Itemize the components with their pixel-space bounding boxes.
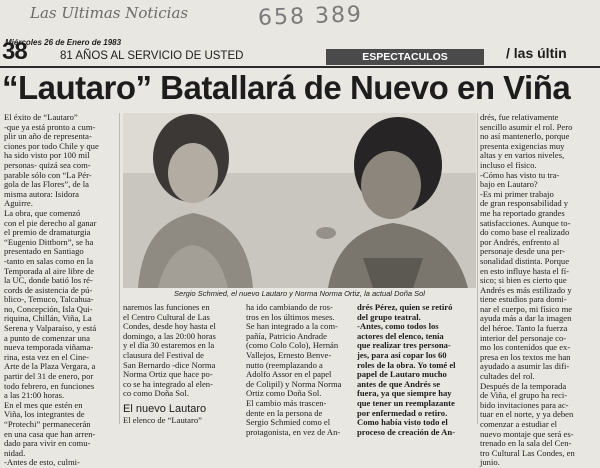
- text-line: del grupo teatral.: [357, 311, 421, 322]
- page-number: 38: [2, 38, 27, 65]
- text-line: ayuda más a dar la imagen: [480, 313, 572, 324]
- publication-date: Miércoles 26 de Enero de 1983: [5, 38, 122, 47]
- text-line: partir del 31 de enero, por: [4, 371, 94, 382]
- body-column-mid-3: [357, 302, 477, 437]
- service-tagline: 81 AÑOS AL SERVICIO DE USTED: [60, 50, 244, 62]
- body-column-mid-1: [123, 303, 241, 424]
- article-subhead: El nuevo Lautaro: [123, 402, 207, 415]
- text-line: interior del personaje co-: [480, 332, 567, 343]
- text-line: tuar en el norte, y ya deben: [480, 409, 574, 420]
- text-line: personaje desde una per-: [480, 246, 566, 257]
- text-line: plir un año de representa-: [4, 131, 92, 142]
- text-line: co se ha integrado al elen-: [123, 378, 213, 389]
- text-line: fuera, ya que siempre hay: [357, 388, 452, 399]
- article-photo: [123, 113, 476, 288]
- text-line: naremos las funciones en: [123, 302, 210, 312]
- column-divider: [119, 113, 120, 424]
- body-column-right: [480, 112, 598, 468]
- text-line: -que ya está pronto a cum-: [4, 121, 96, 132]
- body-column-left: [4, 112, 116, 468]
- text-line: del héroe. Tanto la fuerza: [480, 323, 568, 334]
- text-line: que realizar tres persona-: [357, 340, 451, 351]
- text-line: Norma Ortiz que hace po-: [123, 369, 213, 380]
- text-line: a punto de comenzar una: [4, 332, 90, 343]
- text-line: Ortiz como Doña Sol.: [246, 388, 322, 399]
- text-line: drés, fue relativamente: [480, 112, 559, 122]
- text-line: Andrés es más estilizado y: [480, 284, 572, 295]
- text-line: riquina, Chillán, Viña, La: [4, 313, 92, 324]
- text-line: domingo, a las 20:00 horas: [123, 330, 216, 341]
- text-line: nar el cuerpo, mi físico me: [480, 303, 573, 314]
- text-line: clausura del Festival de: [123, 349, 204, 360]
- text-line: altas y en varios niveles,: [480, 150, 565, 161]
- text-line: a las 21:00 horas.: [4, 390, 65, 401]
- text-line: ayudado a asumir las difi-: [480, 361, 570, 372]
- text-line: sonalidad distinta. Porque: [480, 255, 570, 266]
- text-line: pañía, Patricio Andrade: [246, 330, 327, 341]
- newspaper-masthead: Las Ultimas Noticias: [30, 4, 189, 22]
- text-line: “Eugenio Dittborn”, se ha: [4, 236, 94, 247]
- text-line: por Andrés, enfrento al: [480, 236, 560, 247]
- text-line: no, Concepción, Isla Qui-: [4, 303, 93, 314]
- text-line: tros en los últimos meses.: [246, 311, 335, 322]
- text-line: mo los contenidos que ex-: [480, 342, 571, 353]
- text-line: Aguirre.: [4, 198, 33, 209]
- text-line: Viña, los integrantes de: [4, 409, 85, 420]
- section-label: ESPECTACULOS: [326, 49, 484, 65]
- text-line: -Antes, como todos los: [357, 321, 439, 332]
- text-line: el premio de dramaturgia: [4, 227, 91, 238]
- text-line: El elenco de “Lautaro”: [123, 414, 202, 425]
- text-line: tiene estudios para domi-: [480, 294, 567, 305]
- text-line: cultades del rol.: [480, 371, 535, 382]
- text-line: protagonista, en vez de An-: [246, 426, 341, 437]
- text-line: (como Colo Colo), Hernán: [246, 340, 339, 351]
- text-line: Serena y Valparaíso, y está: [4, 323, 97, 334]
- text-line: Arte de la Plaza Vergara, a: [4, 361, 96, 372]
- text-line: El éxito de “Lautaro”: [4, 112, 78, 122]
- text-line: bajo en Lautaro?: [480, 179, 538, 190]
- text-line: que tener un reemplazante: [357, 397, 455, 408]
- text-line: Vallejos, Ernesto Benve-: [246, 349, 332, 360]
- text-line: ha ido cambiando de ros-: [246, 302, 333, 312]
- mid1-lines: [123, 303, 241, 399]
- text-line: roles de la obra. Yo tomé el: [357, 359, 456, 370]
- text-line: y el día 30 estaremos en la: [123, 340, 215, 351]
- text-line: nidad.: [4, 447, 26, 458]
- text-line: -Cómo has visto tu tra-: [480, 169, 560, 180]
- text-line: blico-, Temuco, Talcahua-: [4, 294, 94, 305]
- text-line: personas- quizá sea com-: [4, 159, 91, 170]
- text-line: de Viña, el grupo ha reci-: [480, 390, 568, 401]
- text-line: me ha reportado grandes: [480, 207, 565, 218]
- text-line: sico; si bien es cierto que: [480, 275, 567, 286]
- text-line: nutto (reemplazando a: [246, 359, 323, 370]
- text-line: de Colipil) y Norma Norma: [246, 378, 342, 389]
- text-line: todo febrero, en funciones: [4, 380, 95, 391]
- text-line: comenzar a estudiar el: [480, 419, 558, 429]
- text-line: Como había visto todo el: [357, 417, 448, 428]
- text-line: parable sólo con “La Pér-: [4, 169, 92, 180]
- text-line: sencillo asumir el rol. Pero: [480, 121, 573, 132]
- text-line: de gran responsabilidad y: [480, 198, 569, 209]
- text-line: co como Doña Sol.: [123, 388, 189, 399]
- text-line: -tanto en salas como en la: [4, 255, 94, 266]
- column-divider: [477, 113, 478, 424]
- text-line: do como base el realizado: [480, 227, 570, 238]
- text-line: proceso de creación de An-: [357, 426, 456, 437]
- text-line: jes, para así copar los 60: [357, 349, 447, 360]
- text-line: bido invitaciones para ac-: [480, 399, 569, 410]
- text-line: la UC, donde batió los ré-: [4, 275, 93, 286]
- text-line: en una casa que han arren-: [4, 428, 96, 439]
- text-line: junio.: [480, 457, 500, 468]
- masthead-right-fragment: / las últin: [506, 45, 567, 61]
- text-line: cords de asistencia de pú-: [4, 284, 93, 295]
- text-line: el Centro Cultural de Las: [123, 311, 210, 322]
- text-line: tro Cultural Las Condes, en: [480, 447, 575, 458]
- text-line: Después de la temporada: [480, 380, 567, 391]
- text-line: -Antes de esto, culmi-: [4, 457, 80, 468]
- text-line: antes de que Andrés se: [357, 378, 441, 389]
- text-line: Se han integrado a la com-: [246, 321, 338, 332]
- text-line: por enfermedad o retiro.: [357, 407, 448, 418]
- text-line: misma autora: Isidora: [4, 188, 79, 199]
- text-line: Condes, desde hoy hasta el: [123, 321, 216, 332]
- text-line: drés Pérez, quien se retiró: [357, 302, 453, 312]
- text-line: Temporada al aire libre de: [4, 265, 95, 276]
- text-line: papel de Lautaro mucho: [357, 369, 447, 380]
- text-line: -Es mi primer trabajo: [480, 188, 554, 199]
- text-line: En el mes que estén en: [4, 399, 83, 410]
- text-line: incluso el físico.: [480, 159, 537, 170]
- text-line: El cambio más trascen-: [246, 397, 327, 408]
- text-line: presentado en Santiago: [4, 246, 84, 257]
- text-line: ha sido visto por 100 mil: [4, 150, 90, 161]
- text-line: rina, esta vez en el Cine-: [4, 351, 89, 362]
- text-line: Adolfo Assor en el papel: [246, 369, 332, 380]
- text-line: en esto influye hasta el fí-: [480, 265, 570, 276]
- text-line: dado para vivir en comu-: [4, 438, 91, 449]
- text-line: presa en los textos me han: [480, 351, 571, 362]
- text-line: con el pie derecho al ganar: [4, 217, 97, 228]
- text-line: “Protechi” permanecerán: [4, 419, 91, 429]
- text-line: nuevo montaje que será es-: [480, 428, 574, 439]
- body-column-mid-2: [246, 302, 352, 437]
- article-headline: “Lautaro” Batallará de Nuevo en Viña: [2, 69, 571, 106]
- text-line: gola de las Flores”, de la: [4, 179, 89, 190]
- text-line: La obra, que comenzó: [4, 207, 81, 218]
- mid1-after-lines: [123, 416, 241, 426]
- text-line: nueva temporada viñama-: [4, 342, 94, 353]
- archive-number: 658 389: [257, 2, 364, 31]
- text-line: San Bernardo -dice Norma: [123, 359, 216, 370]
- text-line: ciones por todo Chile y que: [4, 140, 99, 151]
- text-line: Sergio Schmied como el: [246, 417, 331, 428]
- text-line: actores del elenco, tenía: [357, 330, 444, 341]
- text-line: dente en la persona de: [246, 407, 323, 418]
- text-line: trenado en la sala del Cen-: [480, 438, 572, 449]
- text-line: no así mantenerlo, porque: [480, 131, 570, 142]
- text-line: satisfacciones. Aunque to-: [480, 217, 571, 228]
- text-line: presenta exigencias muy: [480, 140, 565, 151]
- photo-caption: Sergio Schmied, el nuevo Lautaro y Norma Norma Ortiz, la actual Doña Sol: [174, 289, 425, 298]
